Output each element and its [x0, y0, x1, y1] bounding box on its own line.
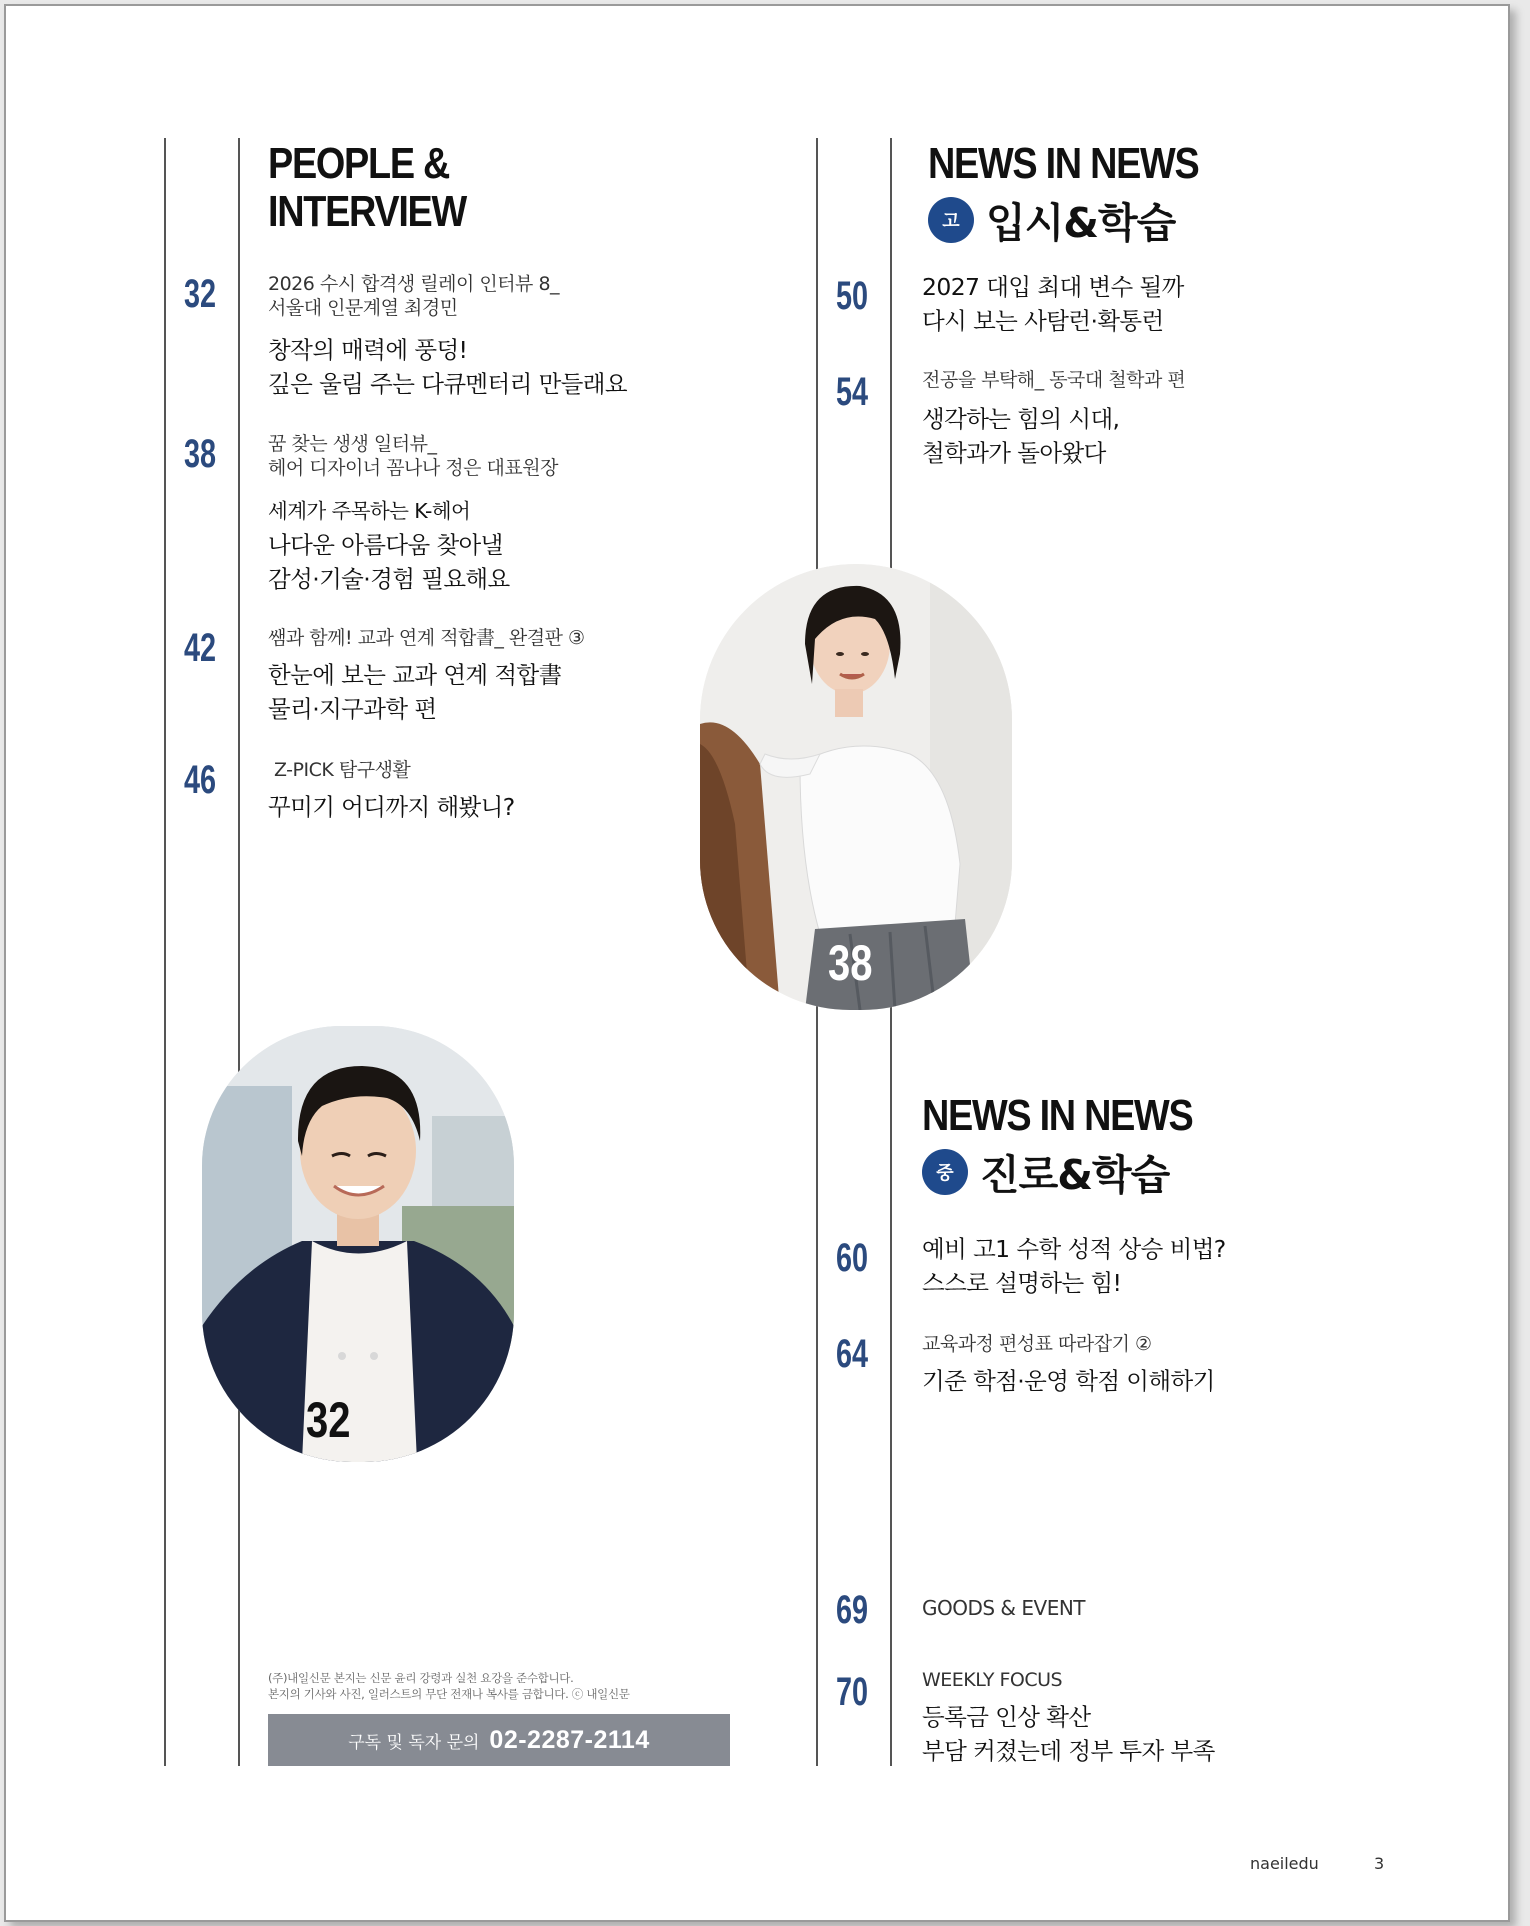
headline-line: 등록금 인상 확산 [922, 1703, 1091, 1731]
page-number-38: 38 [184, 432, 217, 476]
left-rule-outer [164, 138, 166, 1766]
page-number-60: 60 [836, 1236, 869, 1280]
entry-32-kicker [268, 272, 559, 320]
entry-70-headline[interactable] [922, 1700, 1215, 1768]
magazine-page [4, 4, 1510, 1922]
headline-line: 2027 대입 최대 변수 될까 [922, 273, 1184, 301]
page-number-42: 42 [184, 626, 217, 670]
hair-photo-page-label: 38 [828, 935, 873, 991]
headline-line: 부담 커졌는데 정부 투자 부족 [922, 1737, 1215, 1765]
subscribe-phone[interactable]: 02-2287-2114 [489, 1725, 650, 1754]
headline-line: 감성·기술·경험 필요해요 [268, 565, 510, 593]
headline-line: 스스로 설명하는 힘! [922, 1269, 1122, 1297]
page-number-32: 32 [184, 272, 217, 316]
entry-42-kicker [268, 626, 585, 650]
entry-42-headline[interactable] [268, 658, 562, 726]
kicker-line: Z-PICK 탐구생활 [274, 759, 411, 781]
headline-line: 다시 보는 사탐런·확통런 [922, 307, 1164, 335]
page-number-64: 64 [836, 1332, 869, 1376]
kicker-line: WEEKLY FOCUS [922, 1669, 1063, 1691]
headline-line: 깊은 울림 주는 다큐멘터리 만들래요 [268, 370, 627, 398]
headline-line: 생각하는 힘의 시대, [922, 405, 1120, 433]
page-number-69: 69 [836, 1588, 869, 1632]
badge-high: 고 [928, 197, 974, 243]
entry-50-headline[interactable] [922, 270, 1184, 338]
kicker-line: 교육과정 편성표 따라잡기 ② [922, 1333, 1152, 1355]
left-rule-inner [238, 138, 240, 1766]
kicker-line: 2026 수시 합격생 릴레이 인터뷰 8_ [268, 273, 560, 295]
student-illustration [202, 1026, 514, 1462]
legal-line: 본지의 기사와 사진, 일러스트의 무단 전재나 복사를 금합니다. ⓒ 내일신문 [268, 1687, 630, 1701]
subscribe-bar[interactable] [268, 1714, 730, 1766]
kicker-line: 전공을 부탁해_ 동국대 철학과 편 [922, 369, 1186, 391]
page-number-70: 70 [836, 1670, 869, 1714]
section-subtitle: 진로&학습 [980, 1151, 1170, 1199]
title-line-2: INTERVIEW [268, 187, 466, 236]
student-photo [202, 1026, 514, 1462]
entry-60-headline[interactable] [922, 1232, 1226, 1300]
headline-line: 기준 학점·운영 학점 이해하기 [922, 1367, 1215, 1395]
high-school-section-header [928, 190, 1175, 249]
headline-line: 물리·지구과학 편 [268, 695, 437, 723]
people-interview-title [268, 140, 466, 236]
legal-line: (주)내일신문 본지는 신문 윤리 강령과 실천 요강을 준수합니다. [268, 1671, 574, 1685]
entry-54-kicker [922, 368, 1185, 392]
page-number-50: 50 [836, 274, 869, 318]
footer-page-number: 3 [1374, 1854, 1385, 1873]
subscribe-label: 구독 및 독자 문의 [348, 1732, 480, 1753]
headline-line: 꾸미기 어디까지 해봤니? [268, 793, 515, 821]
entry-64-headline[interactable] [922, 1364, 1215, 1398]
hair-designer-photo [700, 564, 1012, 1010]
entry-46-headline[interactable] [268, 790, 515, 824]
section-subtitle: 입시&학습 [986, 199, 1176, 247]
kicker-line: GOODS & EVENT [922, 1596, 1086, 1620]
entry-54-headline[interactable] [922, 402, 1119, 470]
kicker-line: 쌤과 함께! 교과 연계 적합書_ 완결판 ③ [268, 627, 585, 649]
headline-line: 예비 고1 수학 성적 상승 비법? [922, 1235, 1226, 1263]
page-number-46: 46 [184, 758, 217, 802]
entry-64-kicker [922, 1332, 1152, 1356]
headline-line: 철학과가 돌아왔다 [922, 439, 1106, 467]
middle-school-section-header [922, 1142, 1169, 1201]
headline-line: 세계가 주목하는 K-헤어 [268, 499, 471, 523]
headline-line: 창작의 매력에 풍덩! [268, 336, 468, 364]
entry-46-kicker [274, 758, 410, 782]
news-in-news-title-bottom: NEWS IN NEWS [922, 1091, 1193, 1140]
entry-70-kicker [922, 1668, 1062, 1692]
badge-middle: 중 [922, 1149, 968, 1195]
title-line-1: PEOPLE & [268, 139, 450, 188]
page-number-54: 54 [836, 370, 869, 414]
entry-38-headline[interactable] [268, 494, 510, 596]
legal-notice [268, 1670, 630, 1702]
headline-line: 한눈에 보는 교과 연계 적합書 [268, 661, 562, 689]
entry-38-kicker [268, 432, 558, 480]
entry-32-headline[interactable] [268, 333, 627, 401]
headline-line: 나다운 아름다움 찾아낼 [268, 531, 503, 559]
student-photo-page-label: 32 [306, 1392, 351, 1448]
kicker-line: 서울대 인문계열 최경민 [268, 297, 458, 319]
kicker-line: 꿈 찾는 생생 일터뷰_ [268, 433, 437, 455]
kicker-line: 헤어 디자이너 꼼나나 정은 대표원장 [268, 457, 558, 479]
footer-site: naeiledu [1250, 1854, 1319, 1873]
entry-69-label[interactable] [922, 1596, 1085, 1620]
news-in-news-title-top: NEWS IN NEWS [928, 139, 1199, 188]
